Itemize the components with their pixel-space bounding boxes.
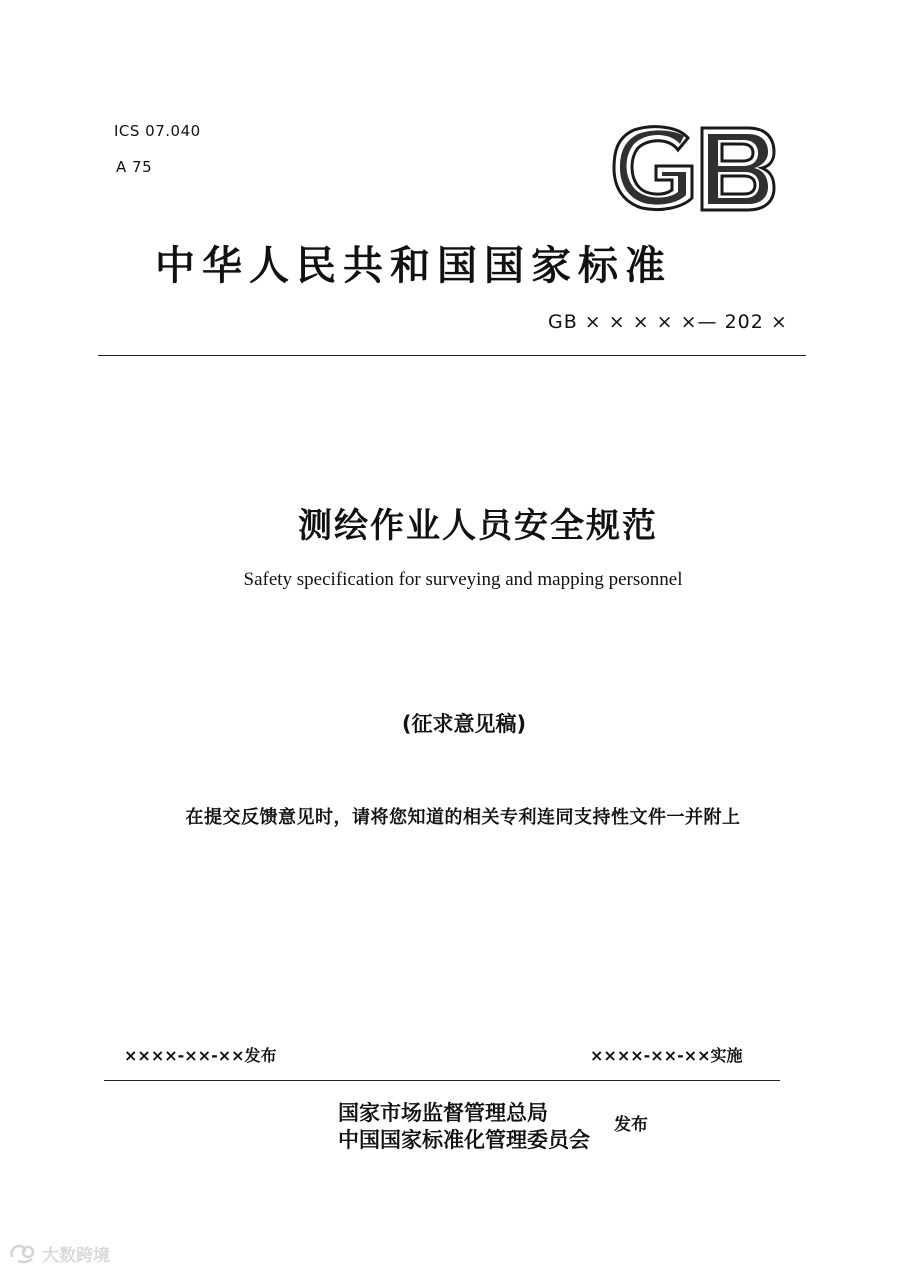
- issuer-suffix: 发布: [614, 1115, 648, 1135]
- issuing-agencies: [338, 1100, 590, 1154]
- agency-samr: 国家市场监督管理总局: [338, 1101, 548, 1125]
- agency-sac: 中国国家标准化管理委员会: [338, 1128, 590, 1152]
- header-divider: [98, 355, 806, 356]
- classification-code: A 75: [116, 158, 153, 176]
- implementation-date: ××××-××-××实施: [590, 1046, 743, 1065]
- document-title-cn: 测绘作业人员安全规范: [298, 506, 658, 546]
- draft-label: (征求意见稿): [401, 712, 527, 736]
- footer-divider: [104, 1080, 780, 1081]
- issue-date: ××××-××-××发布: [124, 1046, 277, 1065]
- patent-notice: 在提交反馈意见时，请将您知道的相关专利连同支持性文件一并附上: [185, 807, 741, 828]
- watermark-text: 大数跨境: [42, 1246, 110, 1266]
- bubble-logo-icon: [8, 1243, 38, 1265]
- document-title-en: Safety specification for surveying and mapping personnel: [243, 569, 683, 590]
- standard-number: GB × × × × ×— 202 ×: [548, 311, 788, 333]
- national-standard-title: 中华人民共和国国家标准: [155, 242, 672, 289]
- gb-logo-icon: [612, 124, 776, 212]
- ics-code: ICS 07.040: [114, 122, 201, 140]
- watermark: [8, 1241, 110, 1266]
